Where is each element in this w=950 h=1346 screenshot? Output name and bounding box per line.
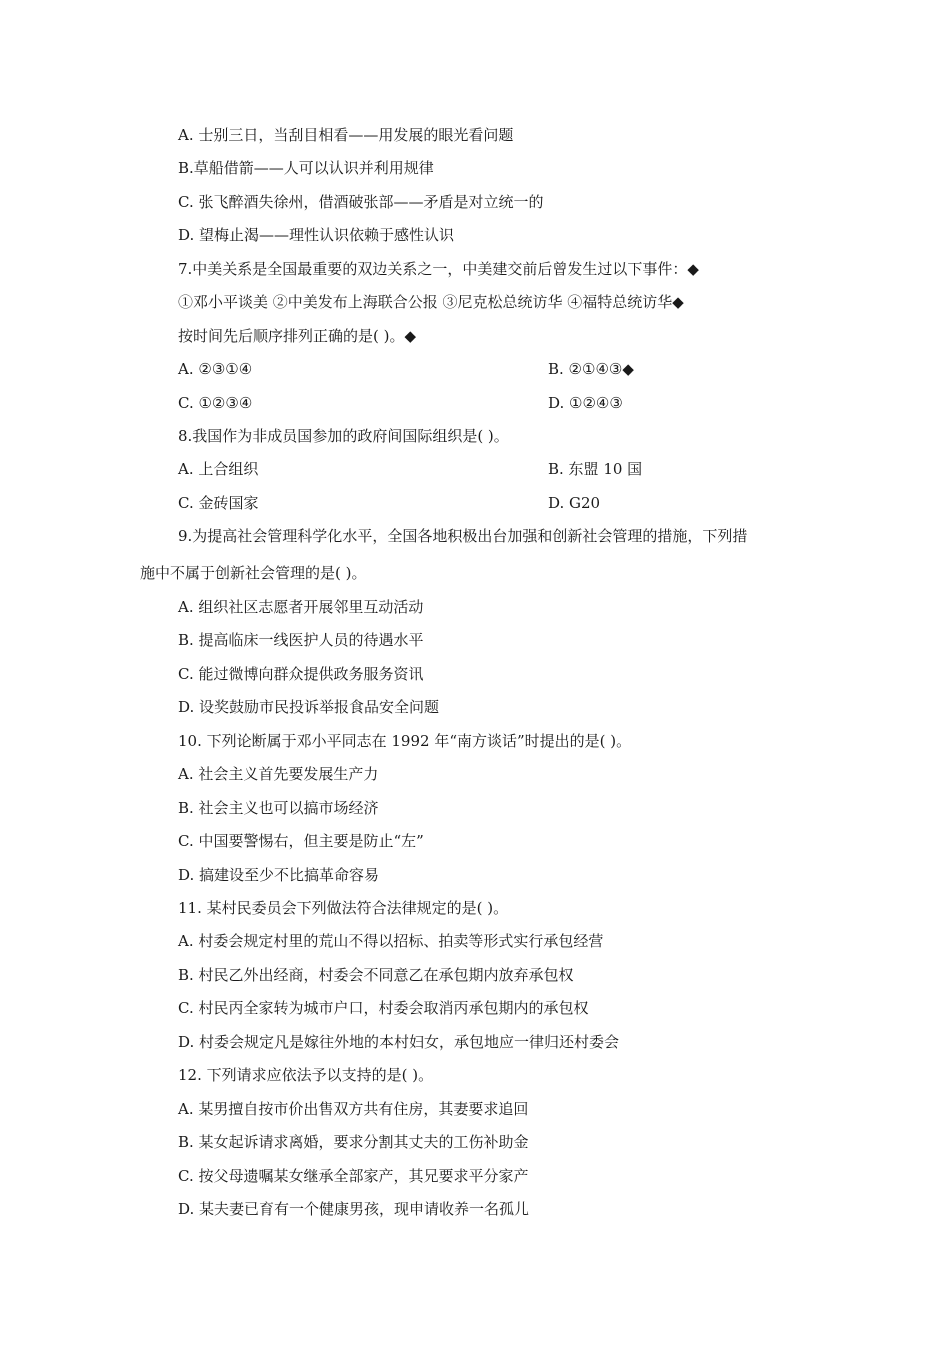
q8-option-b: B. 东盟 10 国 [548,460,643,478]
q10-option-b: B. 社会主义也可以搞市场经济 [178,799,379,817]
q6-option-d: D. 望梅止渴——理性认识依赖于感性认识 [178,226,455,244]
q12-option-a: A. 某男擅自按市价出售双方共有住房，其妻要求追回 [178,1100,529,1118]
q7-events: ①邓小平谈美 ②中美发布上海联合公报 ③尼克松总统访华 ④福特总统访华◆ [178,293,684,311]
q7-ask: 按时间先后顺序排列正确的是( )。◆ [178,327,417,345]
q6-option-b: B.草船借箭——人可以认识并利用规律 [178,159,434,177]
q7-option-a: A. ②③①④ [178,360,253,378]
q6-option-a: A. 士别三日，当刮目相看——用发展的眼光看问题 [178,126,514,144]
q9-option-a: A. 组织社区志愿者开展邻里互动活动 [178,598,424,616]
q11-stem: 11. 某村民委员会下列做法符合法律规定的是( )。 [178,899,509,917]
q10-stem: 10. 下列论断属于邓小平同志在 1992 年“南方谈话”时提出的是( )。 [178,732,632,750]
q8-option-d: D. G20 [548,494,601,512]
q8-option-c: C. 金砖国家 [178,494,259,512]
q6-option-c: C. 张飞醉酒失徐州，借酒破张部——矛盾是对立统一的 [178,193,544,211]
q12-stem: 12. 下列请求应依法予以支持的是( )。 [178,1066,434,1084]
q9-stem-line2: 施中不属于创新社会管理的是( )。 [140,564,367,582]
q11-option-a: A. 村委会规定村里的荒山不得以招标、拍卖等形式实行承包经营 [178,932,604,950]
q12-option-c: C. 按父母遗嘱某女继承全部家产，其兄要求平分家产 [178,1167,529,1185]
q7-option-d: D. ①②④③ [548,394,623,412]
q7-option-c: C. ①②③④ [178,394,253,412]
q12-option-d: D. 某夫妻已育有一个健康男孩，现申请收养一名孤儿 [178,1200,530,1218]
q11-option-b: B. 村民乙外出经商，村委会不同意乙在承包期内放弃承包权 [178,966,574,984]
q9-option-d: D. 设奖鼓励市民投诉举报食品安全问题 [178,698,440,716]
q9-stem-line1: 9.为提高社会管理科学化水平，全国各地积极出台加强和创新社会管理的措施，下列措 [178,527,748,545]
q8-stem: 8.我国作为非成员国参加的政府间国际组织是( )。 [178,427,509,445]
q11-option-c: C. 村民丙全家转为城市户口，村委会取消丙承包期内的承包权 [178,999,589,1017]
q7-stem: 7.中美关系是全国最重要的双边关系之一，中美建交前后曾发生过以下事件：◆ [178,260,699,278]
q11-option-d: D. 村委会规定凡是嫁往外地的本村妇女，承包地应一律归还村委会 [178,1033,620,1051]
q10-option-d: D. 搞建设至少不比搞革命容易 [178,866,380,884]
q10-option-a: A. 社会主义首先要发展生产力 [178,765,379,783]
q8-option-a: A. 上合组织 [178,460,259,478]
q12-option-b: B. 某女起诉请求离婚，要求分割其丈夫的工伤补助金 [178,1133,529,1151]
q7-option-b: B. ②①④③◆ [548,360,634,378]
q9-option-c: C. 能过微博向群众提供政务服务资讯 [178,665,424,683]
q10-option-c: C. 中国要警惕右，但主要是防止“左” [178,832,424,850]
q9-option-b: B. 提高临床一线医护人员的待遇水平 [178,631,424,649]
